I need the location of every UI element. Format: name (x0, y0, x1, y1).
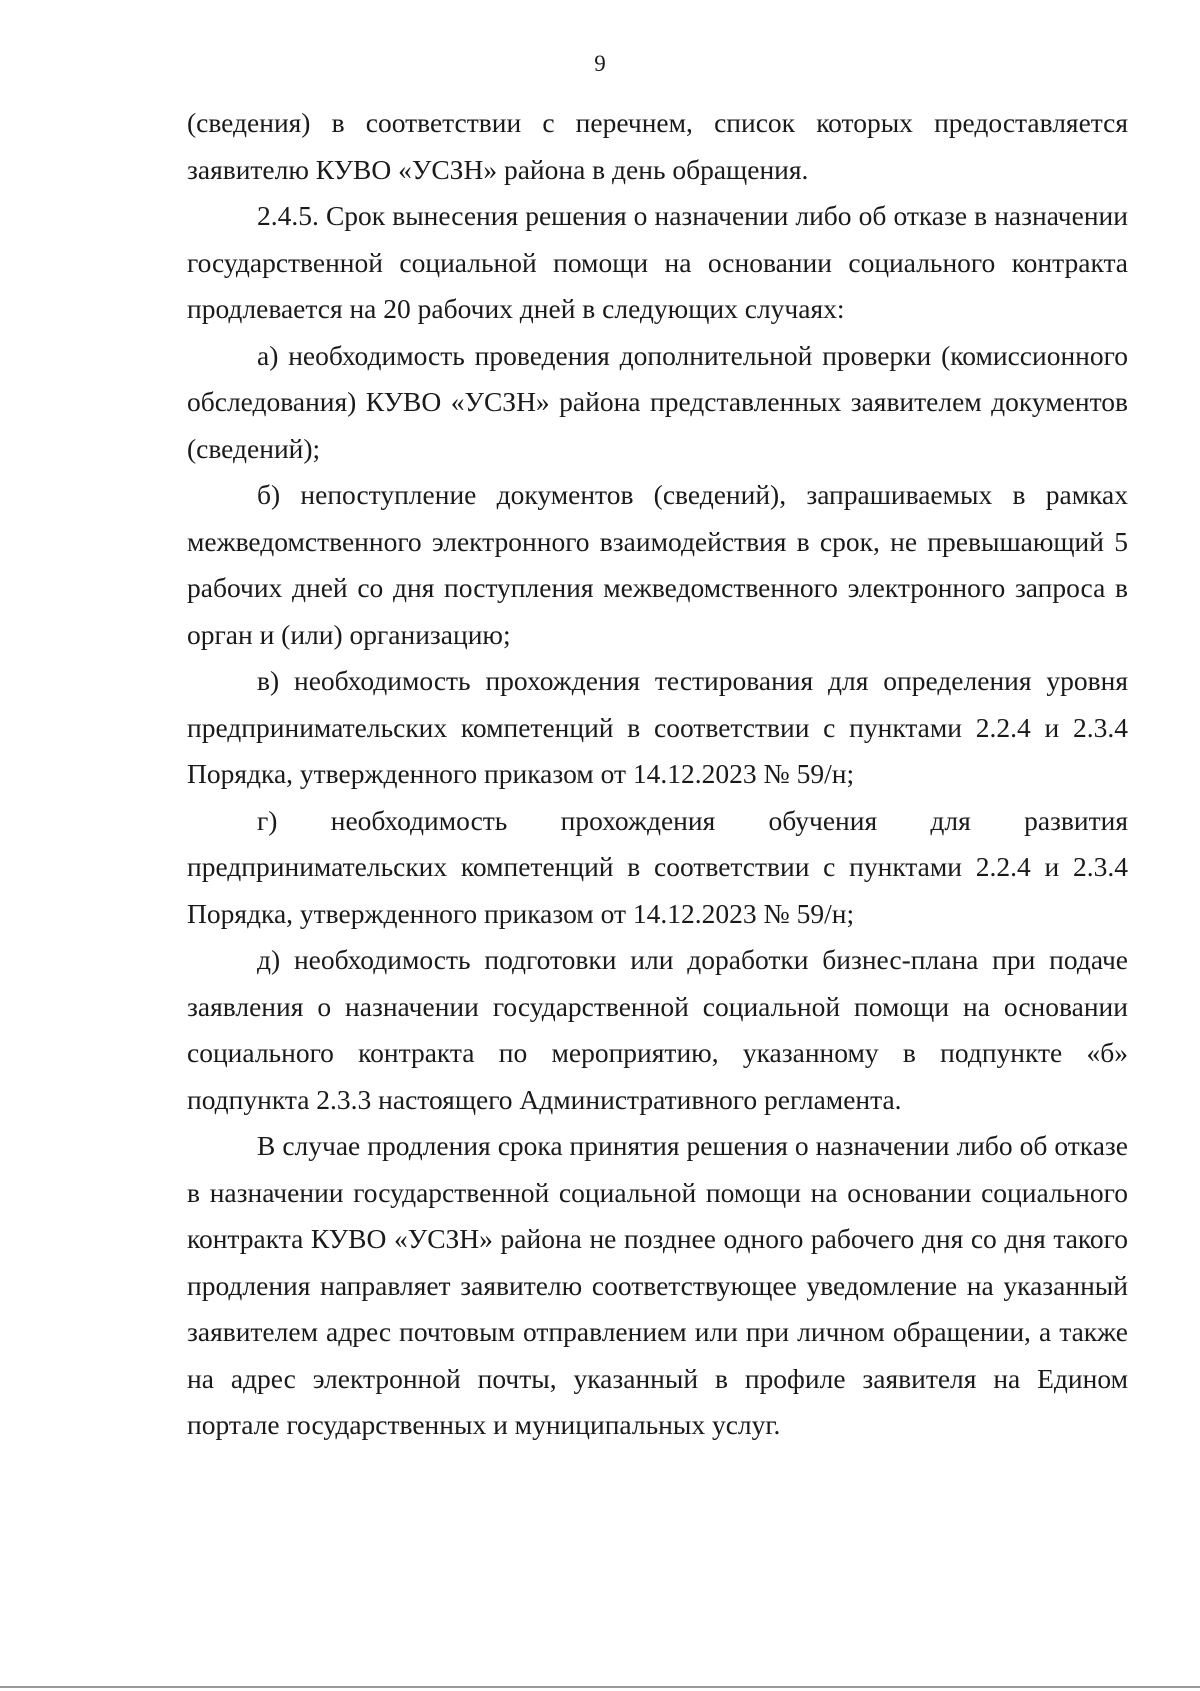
scan-bottom-edge (0, 1686, 1200, 1688)
paragraph-item-a: а) необходимость проведения дополнительной проверки (комиссионного обследования) КУВО «УСЗН» района представленных заявителем документов (сведений); (187, 339, 1128, 464)
paragraph-item-d: д) необходимость подготовки или доработки бизнес-плана при подаче заявления о назначении государственной социальной помощи на основании социального контракта по мероприятию, указанному в подпункте «б» подпункта 2.3.3 настоящего Административного регламента. (187, 944, 1128, 1115)
paragraph-continuation: (сведения) в соответствии с перечнем, список которых предоставляется заявителю КУВО «УСЗН» района в день обращения. (187, 107, 1128, 185)
paragraph-item-g: г) необходимость прохождения обучения для развития предпринимательских компетенций в соответствии с пунктами 2.2.4 и 2.3.4 Порядка, утвержденного приказом от 14.12.2023 № 59/н; (187, 804, 1128, 929)
paragraph-item-v: в) необходимость прохождения тестирования для определения уровня предпринимательских компетенций в соответствии с пунктами 2.2.4 и 2.3.4 Порядка, утвержденного приказом от 14.12.2023 № 59/н; (187, 665, 1128, 789)
paragraph-2-4-5: 2.4.5. Срок вынесения решения о назначении либо об отказе в назначении государственной социальной помощи на основании социального контракта продлевается на 20 рабочих дней в следующих случаях: (187, 200, 1128, 324)
paragraph-extension-notice: В случае продления срока принятия решения о назначении либо об отказе в назначении государственной социальной помощи на основании социального контракта КУВО «УСЗН» района не позднее одного рабочего дня со дня такого продления направляет заявителю соответствующее уведомление на указанный заявителем адрес почтовым отправлением или при личном обращении, а также на адрес электронной почты, указанный в профиле заявителя на Едином портале государственных и муниципальных услуг. (187, 1130, 1128, 1440)
paragraph-item-b: б) непоступление документов (сведений), запрашиваемых в рамках межведомственного электронного взаимодействия в срок, не превышающий 5 рабочих дней со дня поступления межведомственного электронного запроса в орган и (или) организацию; (187, 479, 1128, 650)
page-number: 9 (594, 51, 606, 76)
document-body (187, 100, 1128, 1449)
